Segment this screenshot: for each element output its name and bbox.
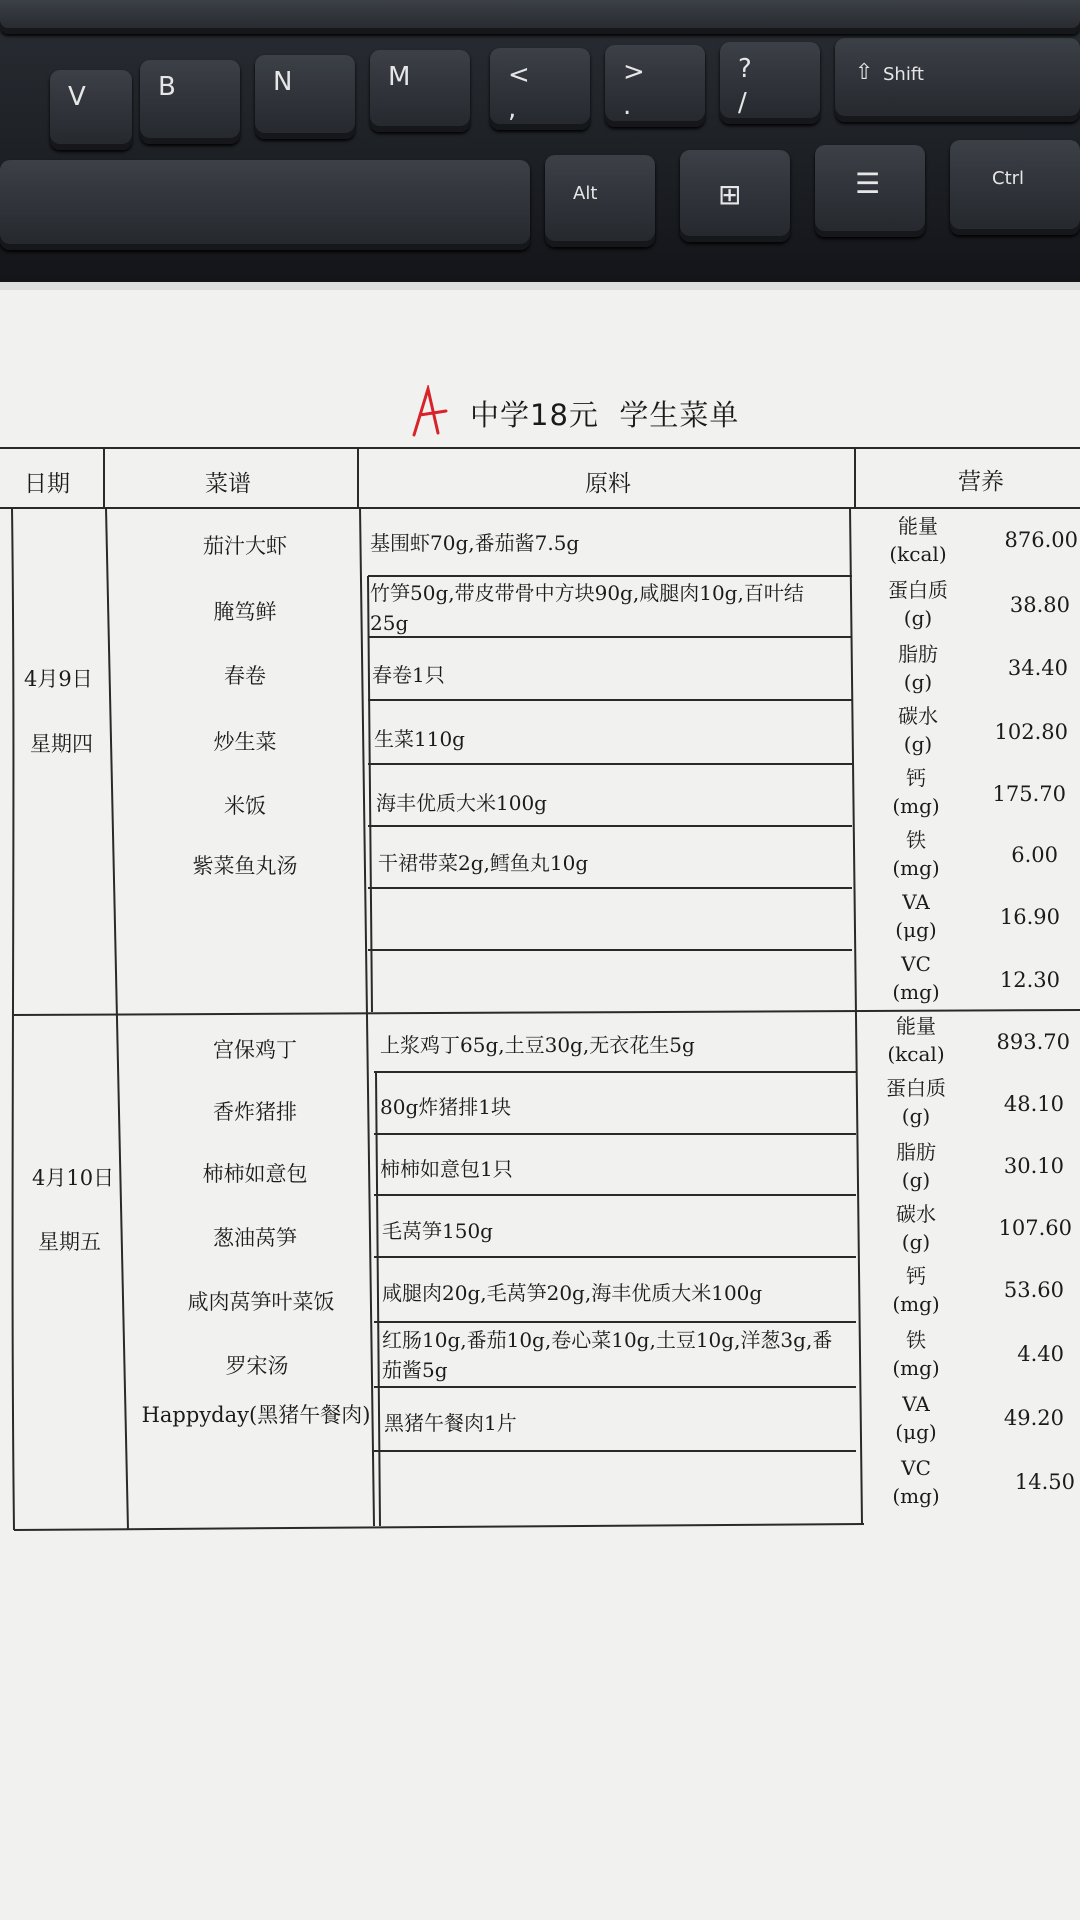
nutrient-value: 12.30 [999,968,1060,992]
key-b[interactable] [140,60,240,144]
nutrient-value: 38.80 [1009,593,1070,617]
header-dish: 菜谱 [205,471,251,497]
nutrient-unit: (g) [901,1230,931,1254]
dish-ingredients: 柿柿如意包1只 [380,1157,513,1181]
header-ingredients: 原料 [585,471,631,497]
nutrient-label: 碳水 [898,704,938,728]
dish-ingredients: 基围虾70g,番茄酱7.5g [370,531,580,555]
dish-name: Happyday(黑猪午餐肉) [141,1403,371,1427]
nutrient-unit: (mg) [892,1484,940,1508]
nutrient-unit: (kcal) [887,1042,945,1066]
dish-name: 葱油莴笋 [213,1226,297,1250]
dish-ingredients: 80g炸猪排1块 [380,1095,511,1119]
nutrient-label: 钙 [906,766,926,790]
key-shift[interactable] [835,38,1080,122]
key-windows[interactable] [680,150,790,242]
nutrient-label: 碳水 [896,1202,936,1226]
key-sub-label: , [508,94,517,124]
key-m[interactable] [370,50,470,132]
nutrient-value: 49.20 [1003,1406,1064,1430]
nutrient-value: 48.10 [1003,1092,1064,1116]
key-label: ? [738,54,752,84]
nutrient-unit: (mg) [892,980,940,1004]
page-title: 中学18元 学生菜单 [470,398,740,432]
nutrient-unit: (mg) [892,794,940,818]
nutrient-unit: (g) [903,606,933,630]
nutrient-unit: (g) [903,732,933,756]
handwritten-a-mark [410,385,454,437]
dish-name: 米饭 [224,794,266,818]
day-weekday: 星期四 [30,732,93,756]
nutrient-unit: (μg) [895,1420,937,1444]
nutrient-unit: (g) [903,670,933,694]
dish-name: 腌笃鲜 [213,600,277,624]
dish-name: 咸肉莴笋叶菜饭 [187,1290,335,1314]
dish-ingredients: 生菜110g [374,727,465,751]
day-date: 4月10日 [32,1166,115,1190]
dish-name: 罗宋汤 [225,1354,289,1378]
dish-ingredients: 海丰优质大米100g [376,791,547,815]
nutrient-name [866,1200,966,1256]
nutrient-label: 能量 [896,1014,936,1038]
nutrient-value: 53.60 [1003,1278,1064,1302]
nutrient-value: 34.40 [1007,656,1068,680]
key-label: Alt [573,183,598,204]
key-label: < [508,60,530,90]
dish-ingredients: 上浆鸡丁65g,土豆30g,无衣花生5g [380,1033,695,1057]
nutrient-label: 铁 [906,828,926,852]
key-v[interactable] [50,70,132,150]
header-date: 日期 [24,471,70,497]
key-space[interactable] [0,160,530,250]
dish-name: 紫菜鱼丸汤 [192,854,298,878]
key-label: > [623,57,645,87]
nutrient-value: 30.10 [1003,1154,1064,1178]
nutrient-unit: (mg) [892,1356,940,1380]
day-weekday: 星期五 [38,1230,101,1254]
key-comma[interactable] [490,48,590,130]
nutrient-label: 钙 [906,1264,926,1288]
nutrient-value: 14.50 [1014,1470,1075,1494]
key-label: V [68,82,86,112]
dish-ingredients: 春卷1只 [372,663,445,687]
nutrient-value: 16.90 [999,905,1060,929]
dish-name: 香炸猪排 [213,1100,297,1124]
nutrient-label: VC [901,952,931,976]
menu-icon: ☰ [855,167,881,200]
header-nutrition: 营养 [958,469,1004,495]
nutrient-value: 4.40 [1017,1342,1064,1366]
day-date: 4月9日 [24,667,93,691]
nutrient-label: VA [902,1392,930,1416]
key-label: B [158,72,176,102]
nutrient-unit: (mg) [892,856,940,880]
dish-name: 宫保鸡丁 [213,1038,297,1062]
key-menu[interactable] [815,145,925,237]
nutrient-value: 6.00 [1011,843,1058,867]
dish-ingredients: 竹笋50g,带皮带骨中方块90g,咸腿肉10g,百叶结25g [370,581,804,635]
dish-name: 柿柿如意包 [202,1162,308,1186]
nutrient-label: VC [901,1456,931,1480]
nutrient-value: 102.80 [994,720,1068,744]
key-label: M [388,62,411,92]
dish-name: 炒生菜 [213,730,277,754]
keyboard [0,0,1080,290]
key-alt[interactable] [545,155,655,247]
key-sub-label: / [738,88,747,118]
dish-name: 春卷 [224,664,266,688]
nutrient-label: 铁 [906,1328,926,1352]
dish-ingredients: 红肠10g,番茄10g,卷心菜10g,土豆10g,洋葱3g,番茄酱5g [382,1328,833,1382]
nutrient-value: 175.70 [992,782,1066,806]
key-ctrl[interactable] [950,140,1080,235]
dish-ingredients: 干裙带菜2g,鳕鱼丸10g [378,851,589,875]
nutrient-unit: (g) [901,1104,931,1128]
dish-ingredients: 咸腿肉20g,毛莴笋20g,海丰优质大米100g [382,1281,763,1305]
nutrient-value: 893.70 [996,1030,1070,1054]
nutrient-label: VA [902,890,930,914]
key-n[interactable] [255,55,355,139]
nutrient-label: 脂肪 [898,642,938,666]
nutrient-label: 蛋白质 [888,578,948,602]
nutrient-unit: (g) [901,1168,931,1192]
nutrient-label: 蛋白质 [886,1076,946,1100]
key-slash[interactable] [720,42,820,124]
nutrient-label: 能量 [898,514,938,538]
nutrient-unit: (μg) [895,918,937,942]
shift-arrow-icon: ⇧ [855,60,874,85]
windows-logo-icon: ⊞ [718,178,742,211]
key-sub-label: . [623,91,632,121]
nutrient-unit: (kcal) [889,542,947,566]
nutrient-name [866,1454,966,1510]
key-label: Ctrl [992,168,1025,189]
nutrient-unit: (mg) [892,1292,940,1316]
key-top-row[interactable] [0,0,1080,34]
dish-ingredients: 黑猪午餐肉1片 [384,1411,517,1435]
dish-ingredients: 毛莴笋150g [382,1219,493,1243]
nutrient-name [868,512,968,568]
nutrient-value: 107.60 [998,1216,1072,1240]
dish-name: 茄汁大虾 [203,534,287,558]
nutrient-label: 脂肪 [896,1140,936,1164]
key-label: Shift [883,64,924,85]
nutrient-value: 876.00 [1004,528,1078,552]
key-period[interactable] [605,45,705,127]
key-label: N [273,67,293,97]
